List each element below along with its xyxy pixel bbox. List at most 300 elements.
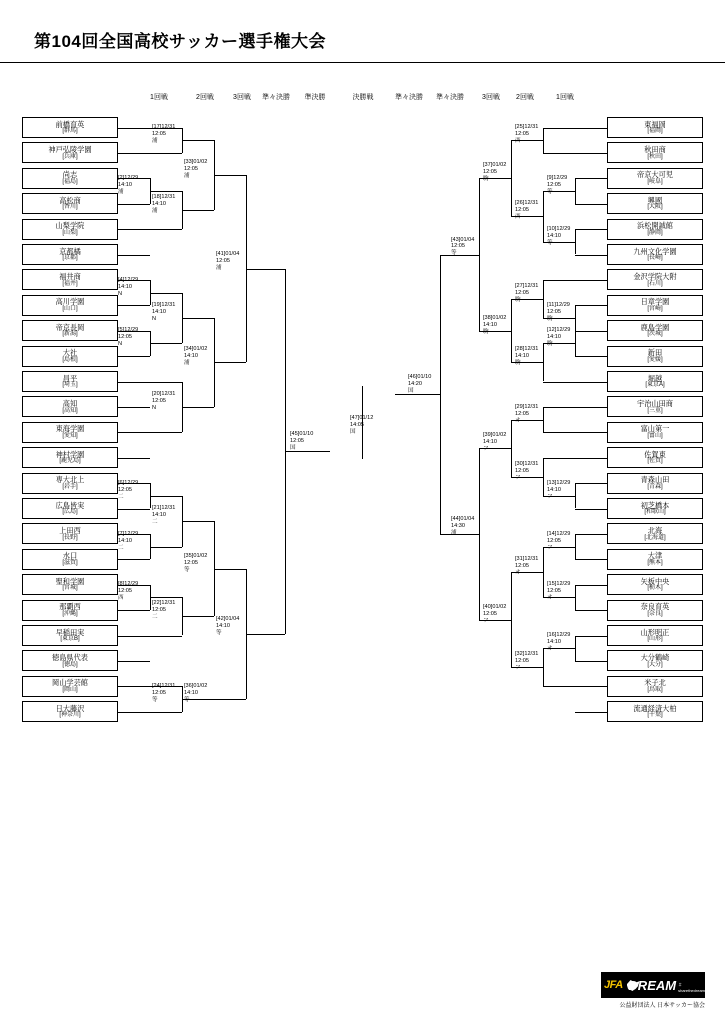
team-box[interactable]: [22, 625, 118, 646]
connector-h: [118, 153, 150, 154]
match-time: 12:05: [515, 289, 529, 296]
team-name: 山梨学院: [55, 221, 85, 231]
match-time: 12:05: [515, 410, 529, 417]
match-info-16: [547, 632, 570, 653]
match-code: [8]12/29: [118, 581, 139, 588]
connector-h: [150, 496, 182, 497]
match-venue: フ: [483, 617, 489, 624]
round-label-l2: 2回戦: [196, 94, 214, 101]
team-name: 初芝橋本: [640, 500, 670, 510]
team-prefecture: [京都]: [62, 255, 78, 262]
team-box[interactable]: [607, 320, 703, 341]
team-box[interactable]: [22, 346, 118, 367]
team-box[interactable]: [22, 574, 118, 595]
team-name: 青森山田: [640, 475, 670, 485]
connector-h: [543, 407, 575, 408]
match-info-40: [483, 604, 506, 625]
match-time: 12:05: [118, 588, 132, 595]
team-box[interactable]: [607, 701, 703, 722]
match-venue: オ: [547, 646, 553, 653]
connector-h: [150, 382, 182, 383]
match-code: [44]01/04: [451, 515, 475, 522]
match-time: 12:05: [483, 610, 497, 617]
match-code: [47]01/12: [350, 414, 374, 421]
match-time: 14:10: [184, 353, 198, 360]
connector-h: [575, 204, 607, 205]
team-prefecture: [静岡]: [647, 229, 663, 236]
match-venue: フ: [547, 544, 553, 551]
connector-v: [575, 331, 576, 356]
match-info-10: [547, 226, 570, 247]
team-name: 奈良育英: [640, 602, 670, 612]
connector-v: [575, 585, 576, 610]
match-venue: 駒: [483, 176, 489, 183]
connector-h: [150, 636, 182, 637]
connector-h: [575, 585, 607, 586]
match-venue: 浦: [152, 138, 158, 145]
team-prefecture: [奈良]: [647, 610, 663, 617]
team-name: 北海: [647, 525, 663, 535]
connector-v: [575, 178, 576, 203]
team-box[interactable]: [22, 295, 118, 316]
team-box[interactable]: [22, 422, 118, 443]
match-info-25: [515, 124, 538, 145]
match-venue: フ: [515, 665, 521, 672]
jfa-caption: 公益財団法人 日本サッカー協会: [619, 1003, 705, 1009]
connector-h: [575, 661, 607, 662]
connector-h: [575, 153, 607, 154]
team-box[interactable]: [607, 676, 703, 697]
team-box[interactable]: [22, 168, 118, 189]
team-prefecture: [栃木]: [647, 585, 663, 592]
team-prefecture: [兵庫]: [62, 153, 78, 160]
header-divider: [0, 62, 725, 63]
match-info-42: [216, 616, 239, 637]
connector-h: [543, 153, 575, 154]
team-box[interactable]: [22, 193, 118, 214]
match-code: [33]01/02: [184, 159, 208, 166]
team-box[interactable]: [607, 346, 703, 367]
team-prefecture: [鳥取]: [647, 686, 663, 693]
team-prefecture: [三重]: [647, 407, 663, 414]
team-prefecture: [富山]: [647, 432, 663, 439]
team-name: 上田西: [59, 525, 81, 535]
connector-h: [182, 140, 214, 141]
team-name: 日章学園: [640, 297, 670, 307]
connector-v: [479, 178, 480, 330]
match-venue: 等: [184, 566, 190, 573]
match-info-11: [547, 302, 570, 323]
team-box[interactable]: [607, 574, 703, 595]
match-time: 12:05: [515, 207, 529, 214]
team-name: 東福岡: [644, 119, 666, 129]
connector-h: [150, 153, 182, 154]
match-code: [41]01/04: [216, 250, 240, 257]
connector-h: [575, 458, 607, 459]
match-venue: 国: [350, 428, 356, 435]
team-name: 佐賀東: [644, 449, 666, 459]
team-prefecture: [大分]: [647, 661, 663, 668]
match-time: 14:10: [483, 321, 497, 328]
team-prefecture: [茨城]: [647, 331, 663, 338]
team-prefecture: [香川]: [62, 204, 78, 211]
team-name: 山形明正: [640, 627, 670, 637]
match-time: 12:05: [515, 562, 529, 569]
match-venue: 浦: [184, 360, 190, 367]
connector-h: [150, 293, 182, 294]
match-code: [30]12/31: [515, 460, 539, 467]
connector-h: [150, 229, 182, 230]
connector-h: [543, 280, 575, 281]
team-box[interactable]: [22, 117, 118, 138]
match-venue: N: [152, 404, 157, 411]
match-time: 12:05: [118, 486, 132, 493]
team-name: 岡山学芸館: [52, 678, 88, 688]
team-name: 鹿島学園: [640, 322, 670, 332]
team-box[interactable]: [607, 422, 703, 443]
connector-h: [575, 178, 607, 179]
match-venue: N: [118, 341, 123, 348]
match-time: 12:05: [216, 257, 230, 264]
team-box[interactable]: [22, 523, 118, 544]
match-venue: 二: [152, 519, 158, 526]
match-code: [43]01/04: [451, 236, 475, 243]
team-box[interactable]: [22, 244, 118, 265]
match-venue: 駒: [547, 315, 553, 322]
match-info-26: [515, 200, 538, 221]
connector-h: [118, 636, 150, 637]
match-info-34: [184, 346, 207, 367]
team-box[interactable]: [607, 244, 703, 265]
team-box[interactable]: [22, 320, 118, 341]
connector-h: [543, 432, 575, 433]
match-time: 14:10: [118, 537, 132, 544]
connector-h: [118, 712, 150, 713]
team-box[interactable]: [607, 625, 703, 646]
team-box[interactable]: [607, 269, 703, 290]
connector-h: [575, 128, 607, 129]
match-time: 14:10: [547, 639, 561, 646]
connector-h: [575, 610, 607, 611]
team-name: 徳島県代表: [52, 652, 88, 662]
connector-v: [543, 547, 544, 598]
match-info-28: [515, 346, 538, 367]
team-box[interactable]: [607, 295, 703, 316]
team-name: 宇治山田商: [637, 398, 673, 408]
connector-h: [575, 356, 607, 357]
match-venue: 等: [152, 696, 158, 703]
match-info-43: [451, 237, 474, 258]
round-label-l1: 1回戦: [150, 94, 168, 101]
team-box[interactable]: [607, 549, 703, 570]
connector-h: [214, 362, 246, 363]
team-prefecture: [長崎]: [647, 255, 663, 262]
match-venue: 西: [118, 595, 124, 602]
team-name: 大津: [647, 551, 663, 561]
connector-h: [182, 521, 214, 522]
match-time: 12:05: [152, 397, 166, 404]
match-code: [24]12/31: [152, 683, 176, 689]
connector-h: [150, 343, 182, 344]
match-time: 14:10: [483, 439, 497, 446]
connector-v: [543, 458, 544, 496]
match-venue: 等: [547, 239, 553, 246]
connector-h: [575, 712, 607, 713]
team-prefecture: [岐阜]: [647, 178, 663, 185]
connector-h: [150, 191, 182, 192]
connector-v: [511, 299, 512, 363]
team-name: 神村学園: [55, 449, 85, 459]
team-name: 帝京長岡: [55, 322, 85, 332]
match-time: 14:10: [118, 283, 132, 290]
team-name: 流通経済大柏: [633, 703, 677, 713]
team-box[interactable]: [22, 473, 118, 494]
round-label-r5: 準々決勝: [395, 94, 423, 101]
page-title: 第104回全国高校サッカー選手権大会: [34, 32, 327, 51]
team-prefecture: [千葉]: [647, 712, 663, 719]
connector-h: [118, 128, 150, 129]
round-label-r2: 2回戦: [516, 94, 534, 101]
connector-h: [150, 597, 182, 598]
match-venue: 等: [547, 188, 553, 195]
team-prefecture: [山形]: [647, 636, 663, 643]
match-code: [29]12/31: [515, 403, 539, 410]
team-box[interactable]: [22, 142, 118, 163]
team-name: 金沢学院大附: [633, 271, 677, 281]
team-name: 神戸弘陵学園: [48, 144, 92, 154]
match-info-37: [483, 162, 506, 183]
match-code: [20]12/31: [152, 390, 176, 397]
match-time: 14:10: [152, 512, 166, 519]
team-name: 大分鶴崎: [640, 652, 670, 662]
team-box[interactable]: [607, 117, 703, 138]
team-box[interactable]: [607, 523, 703, 544]
match-code: [22]12/31: [152, 600, 176, 607]
dream-subtext: ＃sharethedream: [678, 982, 705, 993]
match-time: 14:10: [547, 334, 561, 341]
match-code: [28]12/31: [515, 346, 539, 353]
match-venue: 浦: [152, 208, 158, 215]
connector-h: [246, 634, 285, 635]
connector-h: [214, 175, 246, 176]
team-box[interactable]: [22, 600, 118, 621]
team-box[interactable]: [607, 473, 703, 494]
match-venue: 駒: [547, 341, 553, 348]
match-venue: 西: [515, 214, 521, 221]
match-venue: 浦: [118, 188, 124, 195]
match-info-44: [451, 516, 474, 537]
connector-h: [575, 407, 607, 408]
match-info-32: [515, 651, 538, 672]
team-name: 広島皆実: [55, 500, 85, 510]
team-box[interactable]: [22, 219, 118, 240]
team-box[interactable]: [22, 498, 118, 519]
match-info-4: [118, 277, 138, 298]
team-box[interactable]: [22, 447, 118, 468]
connector-h: [575, 559, 607, 560]
connector-v: [575, 636, 576, 661]
round-label-l3: 3回戦: [233, 94, 251, 101]
connector-v: [575, 534, 576, 559]
team-name: 日大藤沢: [55, 703, 85, 713]
team-box[interactable]: [22, 650, 118, 671]
team-prefecture: [広島]: [62, 509, 78, 516]
match-code: [4]12/29: [118, 276, 139, 283]
connector-h: [575, 305, 607, 306]
connector-h: [150, 432, 182, 433]
match-info-33: [184, 159, 207, 180]
team-prefecture: [埼玉]: [62, 382, 78, 389]
team-name: 早稲田実: [55, 627, 85, 637]
connector-h: [575, 483, 607, 484]
team-box[interactable]: [607, 396, 703, 417]
match-venue: 等: [216, 629, 222, 636]
connector-h: [575, 382, 607, 383]
team-box[interactable]: [22, 676, 118, 697]
team-name: 帝京大可児: [637, 170, 673, 180]
connector-h: [575, 509, 607, 510]
connector-h: [543, 458, 575, 459]
match-code: [7]12/29: [118, 530, 139, 537]
team-name: 九州文化学園: [633, 246, 677, 256]
match-info-46: [408, 374, 431, 395]
match-code: [18]12/31: [152, 194, 176, 201]
match-info-2: [118, 175, 138, 196]
match-code: [39]01/02: [483, 432, 507, 439]
match-info-47: [350, 415, 373, 436]
connector-h: [575, 280, 607, 281]
match-venue: 浦: [216, 264, 222, 271]
match-code: [5]12/29: [118, 327, 139, 334]
team-name: 前橋育英: [55, 119, 85, 129]
team-box[interactable]: [22, 269, 118, 290]
connector-h: [543, 686, 575, 687]
connector-h: [543, 382, 575, 383]
team-box[interactable]: [607, 219, 703, 240]
team-prefecture: [福井]: [62, 280, 78, 287]
match-venue: フ: [483, 446, 489, 453]
round-label-r1: 1回戦: [556, 94, 574, 101]
connector-h: [214, 569, 246, 570]
jfa-logo-box: [601, 972, 705, 998]
match-info-7: [118, 531, 138, 552]
connector-h: [575, 534, 607, 535]
team-box[interactable]: [607, 600, 703, 621]
team-box[interactable]: [22, 371, 118, 392]
match-info-14: [547, 531, 570, 552]
match-code: [2]12/29: [118, 175, 139, 181]
match-time: 12:05: [184, 559, 198, 566]
team-box[interactable]: [607, 447, 703, 468]
match-code: [34]01/02: [184, 346, 208, 353]
connector-h: [182, 318, 214, 319]
connector-h: [575, 686, 607, 687]
team-prefecture: [長野]: [62, 534, 78, 541]
team-prefecture: [宮崎]: [647, 305, 663, 312]
match-venue: 西: [515, 138, 521, 145]
match-code: [31]12/31: [515, 556, 539, 562]
match-time: 12:05: [290, 438, 304, 445]
connector-h: [118, 407, 150, 408]
match-code: [10]12/29: [547, 225, 571, 232]
match-time: 12:05: [483, 169, 497, 176]
team-prefecture: [東京A]: [645, 382, 665, 389]
team-box[interactable]: [22, 549, 118, 570]
connector-v: [543, 407, 544, 432]
connector-h: [118, 661, 150, 662]
match-time: 12:05: [152, 131, 166, 138]
connector-v: [511, 572, 512, 667]
match-code: [35]01/02: [184, 552, 208, 559]
team-box[interactable]: [607, 168, 703, 189]
team-name: 高川学園: [55, 297, 85, 307]
team-box[interactable]: [607, 193, 703, 214]
match-code: [40]01/02: [483, 603, 507, 610]
team-box[interactable]: [22, 701, 118, 722]
dream-text: DREAM: [628, 977, 677, 993]
match-code: [25]12/31: [515, 124, 539, 131]
connector-h: [118, 305, 150, 306]
match-venue: 等: [451, 250, 457, 257]
match-code: [15]12/29: [547, 581, 571, 588]
team-box[interactable]: [607, 498, 703, 519]
match-info-35: [184, 553, 207, 574]
team-prefecture: [岡山]: [62, 686, 78, 693]
team-prefecture: [滋賀]: [62, 559, 78, 566]
team-name: 高知: [62, 398, 78, 408]
match-info-39: [483, 432, 506, 453]
connector-h: [543, 128, 575, 129]
match-time: 12:05: [152, 607, 166, 614]
connector-h: [246, 269, 285, 270]
connector-h: [118, 229, 150, 230]
team-prefecture: [石川]: [647, 280, 663, 287]
team-prefecture: [沖縄]: [62, 610, 78, 617]
match-venue: 浦: [451, 529, 457, 536]
match-venue: 国: [290, 445, 296, 452]
connector-h: [118, 382, 150, 383]
team-box[interactable]: [607, 650, 703, 671]
connector-h: [182, 616, 214, 617]
team-prefecture: [北海道]: [644, 534, 666, 541]
match-info-36: [184, 683, 207, 704]
team-name: 米子北: [644, 678, 666, 688]
team-box[interactable]: [607, 142, 703, 163]
match-time: 14:10: [216, 622, 230, 629]
match-code: [27]12/31: [515, 282, 539, 289]
match-venue: フ: [547, 493, 553, 500]
team-box[interactable]: [22, 396, 118, 417]
match-venue: オ: [515, 569, 521, 576]
team-box[interactable]: [607, 371, 703, 392]
match-venue: 等: [184, 696, 190, 703]
match-info-12: [547, 327, 570, 348]
team-prefecture: [熊本]: [647, 559, 663, 566]
match-code: [26]12/31: [515, 200, 539, 207]
connector-v: [575, 229, 576, 254]
match-info-31: [515, 556, 538, 577]
match-venue: オ: [515, 417, 521, 424]
match-time: 12:05: [547, 308, 561, 315]
connector-v: [479, 448, 480, 619]
connector-h: [575, 255, 607, 256]
match-info-45: [290, 431, 313, 452]
match-time: 12:05: [118, 334, 132, 341]
team-prefecture: [佐賀]: [647, 458, 663, 465]
match-code: [36]01/02: [184, 683, 208, 689]
match-time: 14:10: [515, 353, 529, 360]
match-venue: N: [118, 290, 123, 297]
